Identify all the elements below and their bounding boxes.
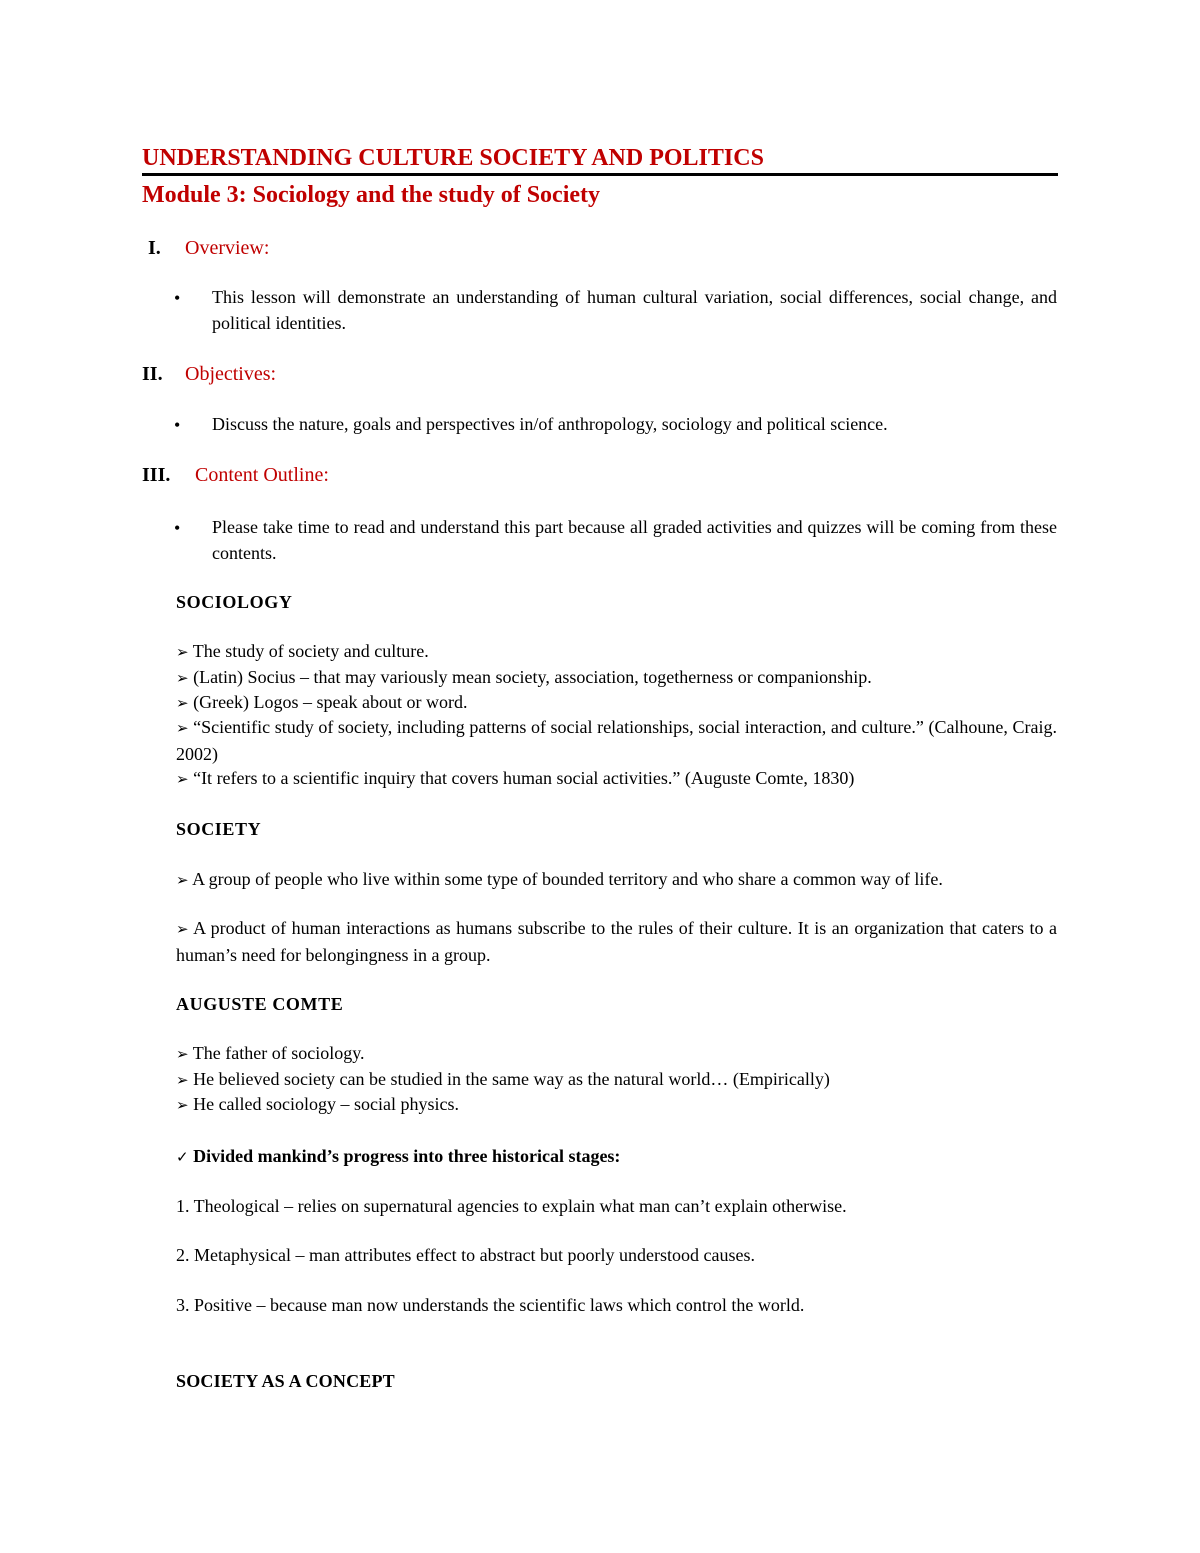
arrow-icon: ➢ — [176, 1045, 189, 1063]
list-item: ➢ He believed society can be studied in the same way as the natural world… (Empirically) — [176, 1069, 830, 1089]
list-item: ➢ “Scientific study of society, including patterns of social relationships, social interaction, and culture.” (Calhoune, Craig. 2002) — [176, 717, 1058, 764]
arrow-icon: ➢ — [176, 871, 189, 889]
stage-item: 3. Positive – because man now understands the scientific laws which control the world. — [176, 1295, 805, 1315]
list-item: ➢ A group of people who live within some type of bounded territory and who share a common way of life. — [176, 869, 943, 889]
section-label: Objectives: — [185, 363, 277, 385]
section-number: II. — [142, 363, 163, 385]
arrow-icon: ➢ — [176, 1096, 189, 1114]
module-title: Module 3: Sociology and the study of Society — [142, 182, 601, 208]
section-content-outline-heading — [142, 462, 329, 488]
arrow-icon: ➢ — [176, 1071, 189, 1089]
stage-item: 1. Theological – relies on supernatural agencies to explain what man can’t explain otherwise. — [176, 1196, 847, 1216]
bullet-icon: • — [174, 288, 181, 308]
section-number: I. — [148, 237, 161, 259]
auguste-comte-heading: AUGUSTE COMTE — [176, 994, 344, 1014]
arrow-icon: ➢ — [176, 643, 189, 661]
society-heading: SOCIETY — [176, 819, 262, 839]
bullet-icon: • — [174, 415, 181, 435]
list-item: ➢ The father of sociology. — [176, 1043, 365, 1063]
stage-item: 2. Metaphysical – man attributes effect to abstract but poorly understood causes. — [176, 1245, 756, 1265]
content-outline-text: Please take time to read and understand this part because all graded activities and quizzes will be coming from these contents. — [212, 517, 1057, 563]
sociology-heading: SOCIOLOGY — [176, 592, 293, 612]
list-item: ➢ A product of human interactions as humans subscribe to the rules of their culture. It is an organization that caters to a human’s need for belongingness in a group. — [176, 918, 1057, 965]
checked-statement: ✓ Divided mankind’s progress into three historical stages: — [176, 1146, 621, 1166]
section-number: III. — [142, 464, 171, 486]
list-item: ➢ (Greek) Logos – speak about or word. — [176, 692, 468, 712]
section-label: Overview: — [185, 237, 270, 259]
arrow-icon: ➢ — [176, 920, 189, 938]
list-item: ➢ He called sociology – social physics. — [176, 1094, 460, 1114]
check-icon: ✓ — [176, 1148, 189, 1166]
section-overview-heading — [148, 235, 269, 261]
arrow-icon: ➢ — [176, 719, 189, 737]
list-item: ➢ The study of society and culture. — [176, 641, 429, 661]
objectives-text: Discuss the nature, goals and perspectives in/of anthropology, sociology and political science. — [212, 414, 888, 434]
section-label: Content Outline: — [195, 464, 329, 486]
list-item: ➢ (Latin) Socius – that may variously mean society, association, togetherness or companionship. — [176, 667, 872, 687]
arrow-icon: ➢ — [176, 694, 189, 712]
bullet-icon: • — [174, 518, 181, 538]
arrow-icon: ➢ — [176, 669, 189, 687]
section-objectives-heading — [142, 361, 276, 387]
society-as-concept-heading: SOCIETY AS A CONCEPT — [176, 1371, 395, 1391]
list-item: ➢ “It refers to a scientific inquiry that covers human social activities.” (Auguste Comte, 1830) — [176, 768, 855, 788]
overview-text: This lesson will demonstrate an understanding of human cultural variation, social differences, social change, and political identities. — [212, 287, 1057, 333]
arrow-icon: ➢ — [176, 770, 189, 788]
document-title: UNDERSTANDING CULTURE SOCIETY AND POLITICS — [142, 143, 1058, 176]
